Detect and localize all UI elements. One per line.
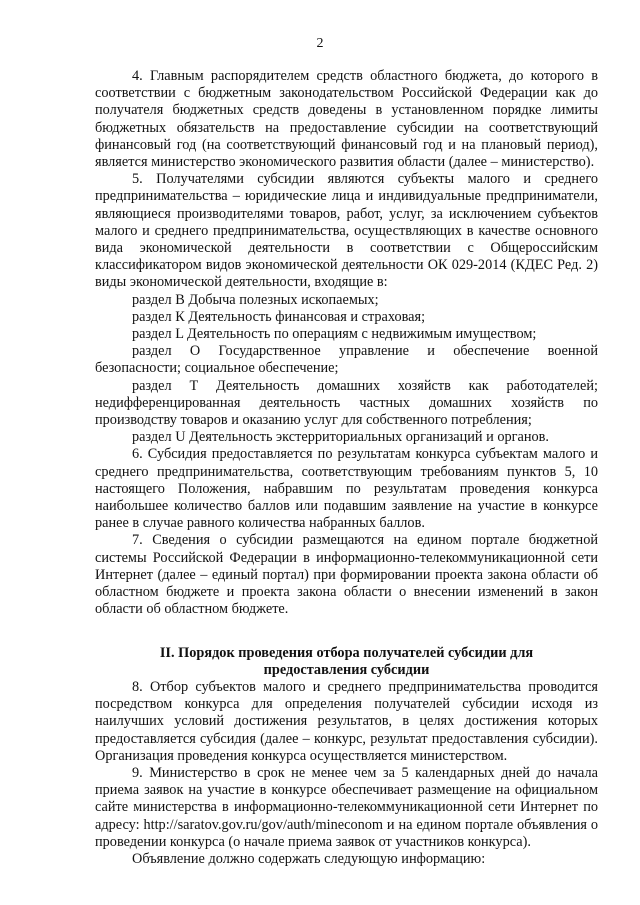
section-b-item: раздел В Добыча полезных ископаемых; <box>132 291 379 308</box>
section-k-item: раздел К Деятельность финансовая и страховая; <box>132 308 426 325</box>
announcement-intro: Объявление должно содержать следующую информацию: <box>132 850 486 867</box>
section-t-item: раздел Т Деятельность домашних хозяйств как работодателей; недифференцированная деятельность частных домашних хозяйств по производству товаров и оказанию услуг для собственного потребления; <box>95 377 598 429</box>
section-u-item: раздел U Деятельность экстерриториальных организаций и органов. <box>132 429 549 446</box>
paragraph-6: 6. Субсидия предоставляется по результатам конкурса субъектам малого и среднего предпринимательства, соответствующим требованиям пунктов 5, 10 настоящего Положения, набравшим по результатам проведения конкурса наибольшее количество баллов или подавшим заявление на участие в конкурсе ранее в случае равного количества набранных баллов. <box>95 446 598 532</box>
paragraph-7: 7. Сведения о субсидии размещаются на едином портале бюджетной системы Российской Федерации в информационно-телекоммуникационной сети Интернет (далее – единый портал) при формировании проекта закона области об областном бюджете и проекта закона области о внесении изменений в закон области об областном бюджете. <box>95 532 598 618</box>
paragraph-9: 9. Министерство в срок не менее чем за 5 календарных дней до начала приема заявок на участие в конкурсе обеспечивает размещение на официальном сайте министерства в информационно-телекоммуникационной сети Интернет по адресу: http://saratov.gov.ru/gov/auth/mineconom и на едином портале объявления о проведении конкурса (о начале приема заявок от участников конкурса). <box>95 764 598 850</box>
section-heading-line-1: II. Порядок проведения отбора получателей субсидии для <box>159 644 534 661</box>
section-o-item: раздел О Государственное управление и обеспечение военной безопасности; социальное обеспечение; <box>95 343 598 377</box>
paragraph-4: 4. Главным распорядителем средств областного бюджета, до которого в соответствии с бюджетным законодательством Российской Федерации как до получателя бюджетных средств доведены в установленном порядке лимиты бюджетных обязательств на предоставление субсидии на соответствующий финансовый год (на соответствующий финансовый год и на плановый период), является министерство экономического развития области (далее – министерство). <box>95 68 598 171</box>
section-heading <box>95 645 598 679</box>
section-l-item: раздел L Деятельность по операциям с недвижимым имуществом; <box>132 326 537 343</box>
section-heading-line-2: предоставления субсидии <box>263 661 430 678</box>
page-number: 2 <box>316 36 324 51</box>
document-body <box>95 68 598 868</box>
paragraph-5: 5. Получателями субсидии являются субъекты малого и среднего предпринимательства – юридические лица и индивидуальные предприниматели, являющиеся производителями товаров, работ, услуг, за исключением субъектов малого и среднего предпринимательства, осуществляющих в качестве основного вида экономической деятельности в соответствии с Общероссийским классификатором видов экономической деятельности ОК 029-2014 (КДЕС Ред. 2) виды экономической деятельности, входящие в: <box>95 171 598 291</box>
paragraph-8: 8. Отбор субъектов малого и среднего предпринимательства проводится посредством конкурса для определения получателей субсидии исходя из наилучших условий достижения результатов, в целях достижения которых предоставляется субсидия (далее – конкурс, результат предоставления субсидии). Организация проведения конкурса осуществляется министерством. <box>95 678 598 764</box>
